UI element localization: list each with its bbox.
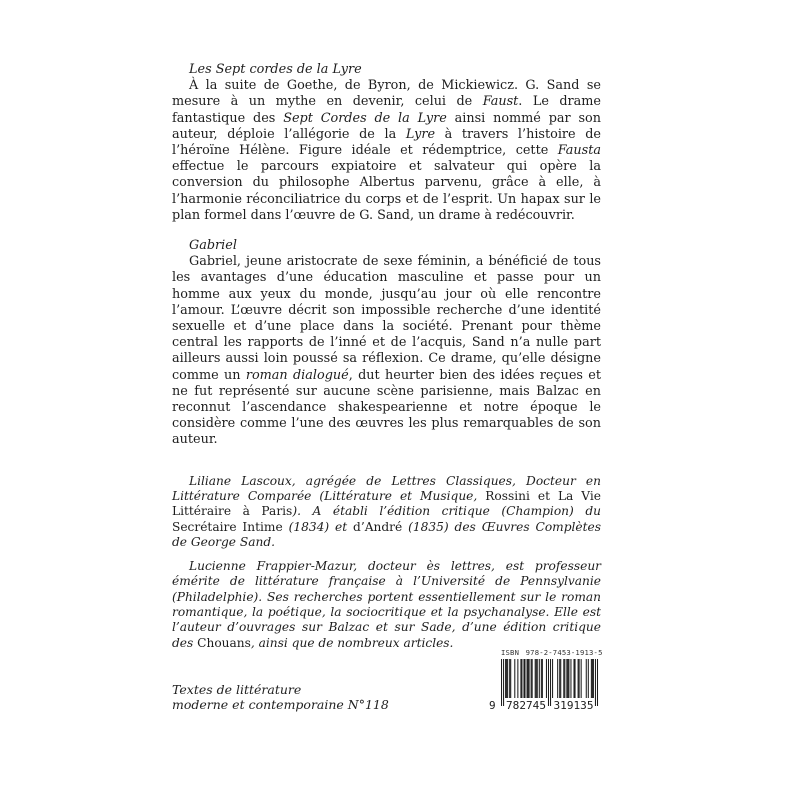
series-line1: Textes de littérature: [172, 682, 302, 697]
bio-lucienne-frappier-mazur: Lucienne Frappier-Mazur, docteur ès lettres, est professeur émérite de littérature française à l’Université de Pennsylvanie (Philadelphie). Ses recherches portent essentiellement sur le roman romantique, la poétique, la sociocritique et la psychanalyse. Elle est l’auteur d’ouvrages sur Balzac et sur Sade, d’une édition critique des Chouans, ainsi que de nombreux articles.: [172, 559, 601, 650]
series-line2: moderne et contemporaine N°118: [172, 697, 389, 712]
series-label: [172, 682, 389, 712]
ean13-barcode-icon: [488, 659, 602, 711]
work-blurb-gabriel: Gabriel, jeune aristocrate de sexe féminin, a bénéficié de tous les avantages d’une éducation masculine et passe pour un homme aux yeux du monde, jusqu’au jour où elle rencontre l’amour. L’œuvre décrit son impossible recherche d’une identité sexuelle et d’une place dans la société. Prenant pour thème central les rapports de l’inné et de l’acquis, Sand n’a nulle part ailleurs aussi loin poussé sa réflexion. Ce drame, qu’elle désigne comme un roman dialogué, dut heurter bien des idées reçues et ne fut représenté sur aucune scène parisienne, mais Balzac en reconnut l’ascendance shakespearienne et notre époque le considère comme l’une des œuvres les plus remarquables de son auteur.: [172, 254, 601, 448]
work-title-sept-cordes: Les Sept cordes de la Lyre: [189, 62, 362, 77]
back-cover-text-column: [172, 62, 601, 651]
isbn-barcode-block: [488, 648, 604, 711]
bio-liliane-lascoux: Liliane Lascoux, agrégée de Lettres Classiques, Docteur en Littérature Comparée (Littérature et Musique, Rossini et La Vie Littéraire à Paris). A établi l’édition critique (Champion) du Secrétaire Intime (1834) et d’André (1835) des Œuvres Complètes de George Sand.: [172, 473, 601, 549]
svg-text:782745: 782745: [506, 699, 546, 711]
svg-text:319135: 319135: [553, 699, 594, 711]
work-blurb-sept-cordes: À la suite de Goethe, de Byron, de Mickiewicz. G. Sand se mesure à un mythe en devenir, celui de Faust. Le drame fantastique des Sept Cordes de la Lyre ainsi nommé par son auteur, déploie l’allégorie de la Lyre à travers l’histoire de l’héroïne Hélène. Figure idéale et rédemptrice, cette Fausta effectue le parcours expiatoire et salvateur qui opère la conversion du philosophe Albertus parvenu, grâce à elle, à l’harmonie réconciliatrice du corps et de l’esprit. Un hapax sur le plan formel dans l’œuvre de G. Sand, un drame à redécouvrir.: [172, 78, 601, 223]
isbn-label: ISBN 978-2-7453-1913-5: [501, 648, 603, 657]
svg-text:9: 9: [489, 699, 496, 711]
work-title-gabriel: Gabriel: [189, 238, 237, 254]
